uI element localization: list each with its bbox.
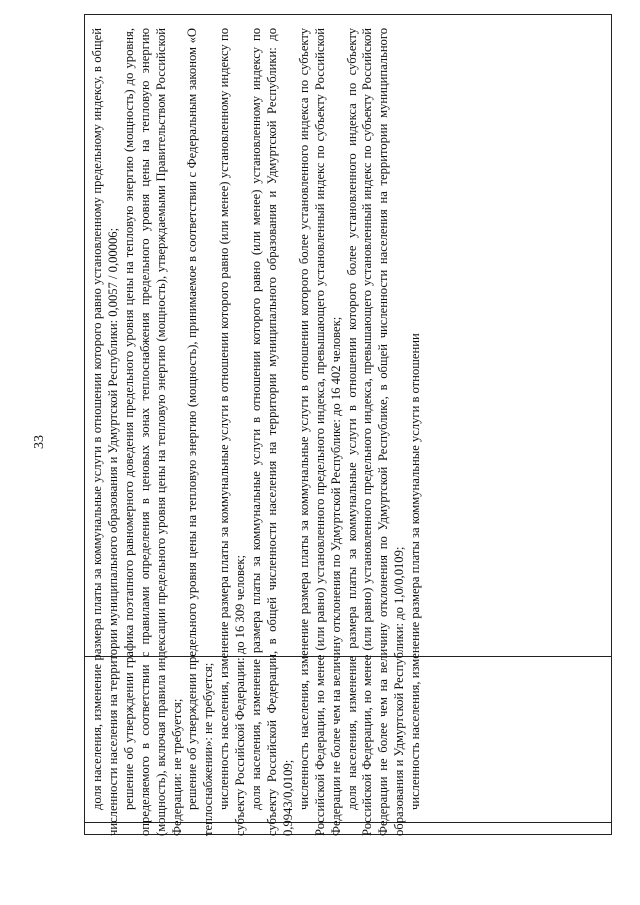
paragraph: численность населения, изменение размера платы за коммунальные услуги в отношении которого более установленного индекса по субъекту Российской Федерации, но менее (или равно) установленного предельного индекса, превышающего установленный индекс по субъекту Российской Федерации не более чем на величину отклонения по Удмуртской Республике: до 16 402 человек;	[296, 28, 343, 836]
table-left-border	[84, 14, 85, 835]
paragraph: доля населения, изменение размера платы за коммунальные услуги в отношении которого равно установленному предельному индексу, в общей численности населения на территории муниципального образования и Удмуртской Республики: 0,0057 / 0,00006;	[90, 28, 120, 836]
paragraph: решение об утверждении предельного уровня цены на тепловую энергию (мощность), принимаемое в соответствии с Федеральным законом «О теплоснабжении»: не требуется;	[185, 28, 216, 836]
table-right-border	[611, 14, 612, 835]
table-top-border	[84, 14, 611, 15]
paragraph: решение об утверждении графика поэтапного равномерного доведения предельного уровня цены на тепловую энергию (мощность) до уровня, определяемого в соответствии с правилами определения в ценовых зонах теплоснабжения предельного уровня цены на тепловую энергию (мощность), включая правила индексации предельного уровня цены на тепловую энергию (мощность), утверждаемыми Правительством Российской Федерации: не требуется;	[121, 28, 184, 836]
paragraph: доля населения, изменение размера платы за коммунальные услуги в отношении которого равно (или менее) установленному индексу по субъекту Российской Федерации, в общей численности населения на территории муниципального образования и Удмуртской Республики: до 0,9943/0,0109;	[249, 28, 295, 836]
document-text-block	[90, 28, 608, 836]
page-number: 33	[32, 435, 47, 449]
paragraph: доля населения, изменение размера платы за коммунальные услуги в отношении которого более установленного индекса по субъекту Российской Федерации, но менее (или равно) установленного предельного индекса, превышающего установленный индекс по субъекту Российской Федерации не более чем на величину отклонения по Удмуртской Республике, в общей численности населения на территории муниципального образования и Удмуртской Республики: до 1,0/0,0109;	[344, 28, 407, 836]
paragraph: численность населения, изменение размера платы за коммунальные услуги в отношении	[408, 333, 423, 810]
paragraph: численность населения, изменение размера платы за коммунальные услуги в отношении которого равно (или менее) установленному индексу по субъекту Российской Федерации: до 16 309 человек;	[217, 28, 248, 836]
